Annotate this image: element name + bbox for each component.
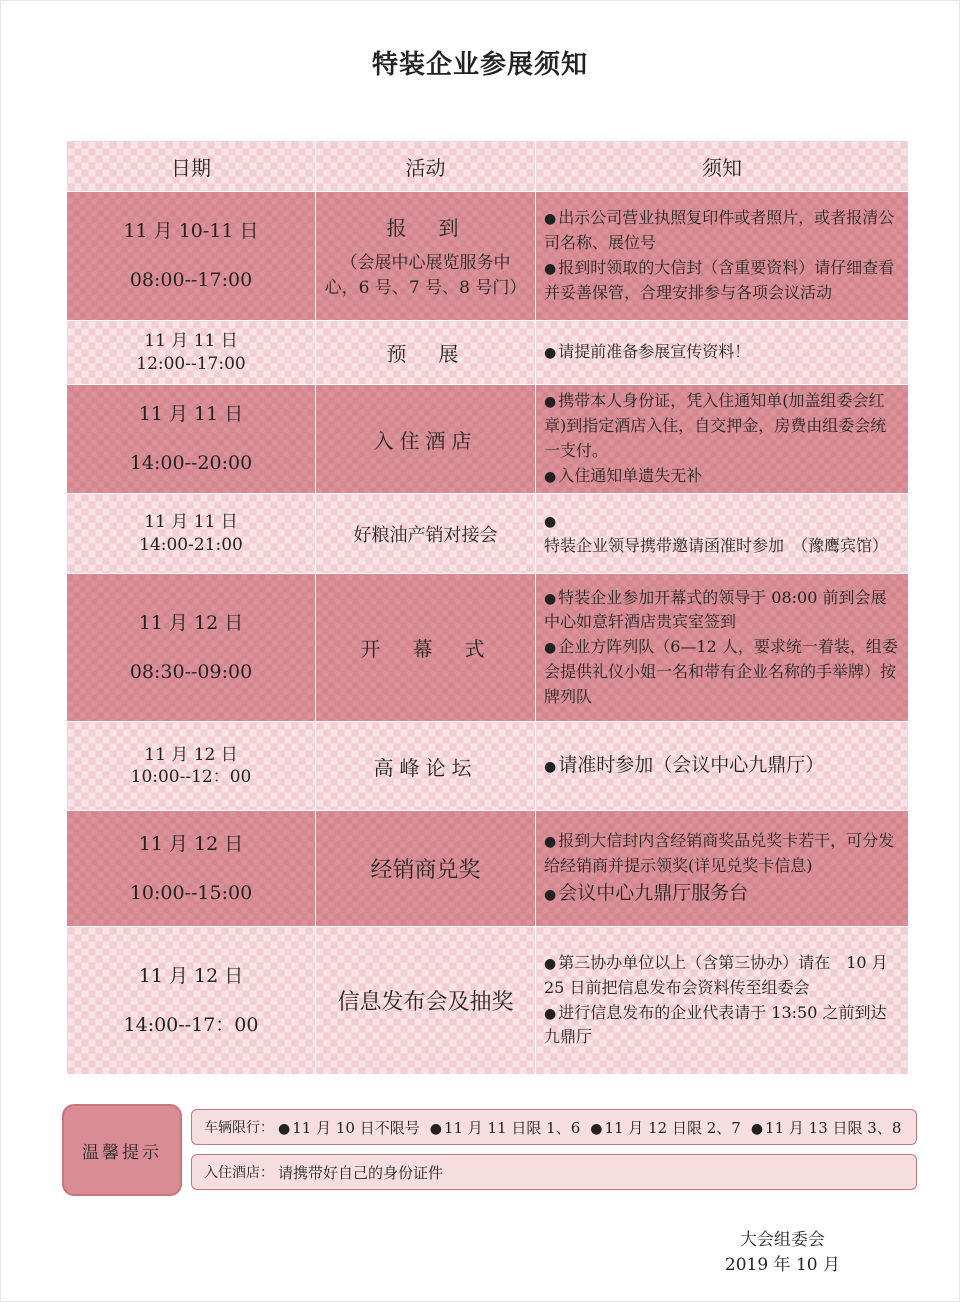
notice-item: ● 特装企业参加开幕式的领导于 08:00 前到会展中心如意轩酒店贵宾室签到 xyxy=(544,587,887,632)
activity-name: 开 幕 式 xyxy=(360,637,491,661)
bullet-icon: ● xyxy=(544,211,557,228)
notice-cell xyxy=(536,385,909,494)
bullet-icon: ● xyxy=(544,394,557,411)
notice-cell xyxy=(536,192,909,321)
table-row xyxy=(67,574,909,722)
bullet-icon: ● xyxy=(544,468,557,485)
notice-item: ●特装企业领导携带邀请函准时参加 （豫鹰宾馆） xyxy=(544,513,889,555)
table-header-row xyxy=(67,141,909,192)
vehicle-item: ● 11 月 11 日限 1、6 xyxy=(429,1118,581,1137)
notice-cell xyxy=(536,321,909,385)
notice-cell xyxy=(536,811,909,927)
activity-location: （会展中心展览服务中心，6 号、7 号、8 号门） xyxy=(324,252,527,298)
bullet-icon: ● xyxy=(590,1120,603,1137)
notice-item: ● 企业方阵列队（6—12 人，要求统一着装，组委会提供礼仪小姐一名和带有企业名称的手举牌）按牌列队 xyxy=(544,637,898,706)
footer-signature xyxy=(725,1228,840,1277)
date-cell xyxy=(67,927,316,1075)
hotel-text: 请携带好自己的身份证件 xyxy=(278,1163,444,1182)
date-text: 11 月 12 日 xyxy=(144,744,238,765)
activity-cell xyxy=(316,927,536,1075)
table-row xyxy=(67,811,909,927)
activity-name: 高峰论坛 xyxy=(373,755,478,780)
notice-cell xyxy=(536,722,909,811)
page-title: 特装企业参展须知 xyxy=(371,50,588,80)
header-notice: 须知 xyxy=(536,141,909,192)
activity-cell xyxy=(316,385,536,494)
table-row xyxy=(67,385,909,494)
date-cell xyxy=(67,722,316,811)
notice-item: ● 出示公司营业执照复印件或者照片，或者报清公司名称、展位号 xyxy=(544,208,895,253)
header-date: 日期 xyxy=(67,141,316,192)
activity-cell xyxy=(316,722,536,811)
time-text: 10:00--12：00 xyxy=(130,767,252,787)
vehicle-label: 车辆限行： xyxy=(204,1120,274,1136)
activity-name: 信息发布会及抽奖 xyxy=(337,990,514,1015)
table-row xyxy=(67,321,909,385)
date-text: 11 月 11 日 xyxy=(138,403,244,426)
time-text: 14:00-21:00 xyxy=(139,534,243,555)
date-text: 11 月 11 日 xyxy=(144,512,238,533)
date-cell xyxy=(67,192,316,321)
date-cell xyxy=(67,811,316,927)
bullet-icon: ● xyxy=(544,640,557,657)
date-text: 11 月 12 日 xyxy=(138,964,244,987)
notice-item: ● 报到时领取的大信封（含重要资料）请仔细查看并妥善保管，合理安排参与各项会议活动 xyxy=(544,258,895,302)
time-text: 12:00--17:00 xyxy=(136,353,246,374)
notice-cell xyxy=(536,927,909,1075)
activity-cell xyxy=(316,811,536,927)
date-text: 11 月 11 日 xyxy=(144,331,238,352)
date-cell xyxy=(67,574,316,722)
bullet-icon: ● xyxy=(544,759,557,776)
notice-item: ● 入住通知单遗失无补 xyxy=(544,465,703,485)
notice-cell xyxy=(536,494,909,574)
date-text: 11 月 12 日 xyxy=(138,611,244,634)
hotel-tip-bar xyxy=(191,1154,917,1190)
vehicle-item: ● 11 月 12 日限 2、7 xyxy=(590,1118,741,1137)
hotel-label: 入住酒店： xyxy=(204,1165,274,1181)
time-text: 08:30--09:00 xyxy=(129,660,253,683)
vehicle-restriction-bar xyxy=(191,1109,917,1145)
activity-cell xyxy=(316,321,536,385)
bullet-icon: ● xyxy=(544,590,557,607)
date-text: 11 月 10-11 日 xyxy=(123,220,259,243)
notice-item: ● 进行信息发布的企业代表请于 13:50 之前到达九鼎厅 xyxy=(544,1002,887,1047)
bullet-icon: ● xyxy=(544,345,557,362)
date-cell xyxy=(67,321,316,385)
table-row xyxy=(67,192,909,321)
vehicle-item: ● 11 月 13 日限 3、8 xyxy=(750,1118,902,1137)
bullet-icon: ● xyxy=(544,886,557,903)
time-text: 08:00--17:00 xyxy=(129,269,253,291)
notice-item: ● 请提前准备参展宣传资料！ xyxy=(544,342,751,362)
activity-name: 预 展 xyxy=(386,342,465,366)
notice-cell xyxy=(536,574,909,722)
date-cell xyxy=(67,385,316,494)
activity-cell xyxy=(316,494,536,574)
table-row xyxy=(67,494,909,574)
notice-item: ● 第三协办单位以上（含第三协办）请在 10 月 25 日前把信息发布会资料传至组委会 xyxy=(544,952,888,997)
table-row xyxy=(67,927,909,1075)
notice-item: ● 请准时参加（会议中心九鼎厅） xyxy=(544,754,825,777)
activity-name: 入住酒店 xyxy=(373,428,478,453)
bullet-icon: ● xyxy=(429,1120,442,1137)
time-text: 14:00--20:00 xyxy=(129,452,253,474)
bullet-icon: ● xyxy=(278,1120,291,1137)
notice-item: ● 携带本人身份证，凭入住通知单(加盖组委会红章)到指定酒店入住，自交押金，房费由组委会统一支付。 xyxy=(544,391,887,460)
activity-name: 报 到 xyxy=(386,215,465,240)
tips-label-box xyxy=(62,1104,182,1196)
table-row xyxy=(67,722,909,811)
notice-item: ● 报到大信封内含经销商奖品兑奖卡若干，可分发给经销商并提示领奖(详见兑奖卡信息) xyxy=(544,830,895,875)
notice-item: ● 会议中心九鼎厅服务台 xyxy=(544,881,749,904)
bullet-icon: ● xyxy=(544,261,557,277)
time-text: 14:00--17：00 xyxy=(123,1013,259,1036)
footer-org: 大会组委会 xyxy=(739,1230,825,1250)
bullet-icon: ● xyxy=(544,955,557,972)
footer-date: 2019 年 10 月 xyxy=(724,1254,840,1275)
bullet-icon: ● xyxy=(544,513,557,530)
activity-name: 好粮油产销对接会 xyxy=(353,524,498,546)
date-cell xyxy=(67,494,316,574)
schedule-table xyxy=(66,140,909,1075)
activity-cell xyxy=(316,574,536,722)
activity-cell xyxy=(316,192,536,321)
bullet-icon: ● xyxy=(544,833,557,850)
time-text: 10:00--15:00 xyxy=(129,881,253,904)
vehicle-item: ● 11 月 10 日不限号 xyxy=(278,1118,420,1137)
bullet-icon: ● xyxy=(750,1120,764,1137)
activity-name: 经销商兑奖 xyxy=(370,858,481,883)
date-text: 11 月 12 日 xyxy=(138,832,244,855)
header-activity: 活动 xyxy=(316,141,536,192)
tips-label: 温馨提示 xyxy=(82,1142,162,1163)
bullet-icon: ● xyxy=(544,1005,557,1022)
